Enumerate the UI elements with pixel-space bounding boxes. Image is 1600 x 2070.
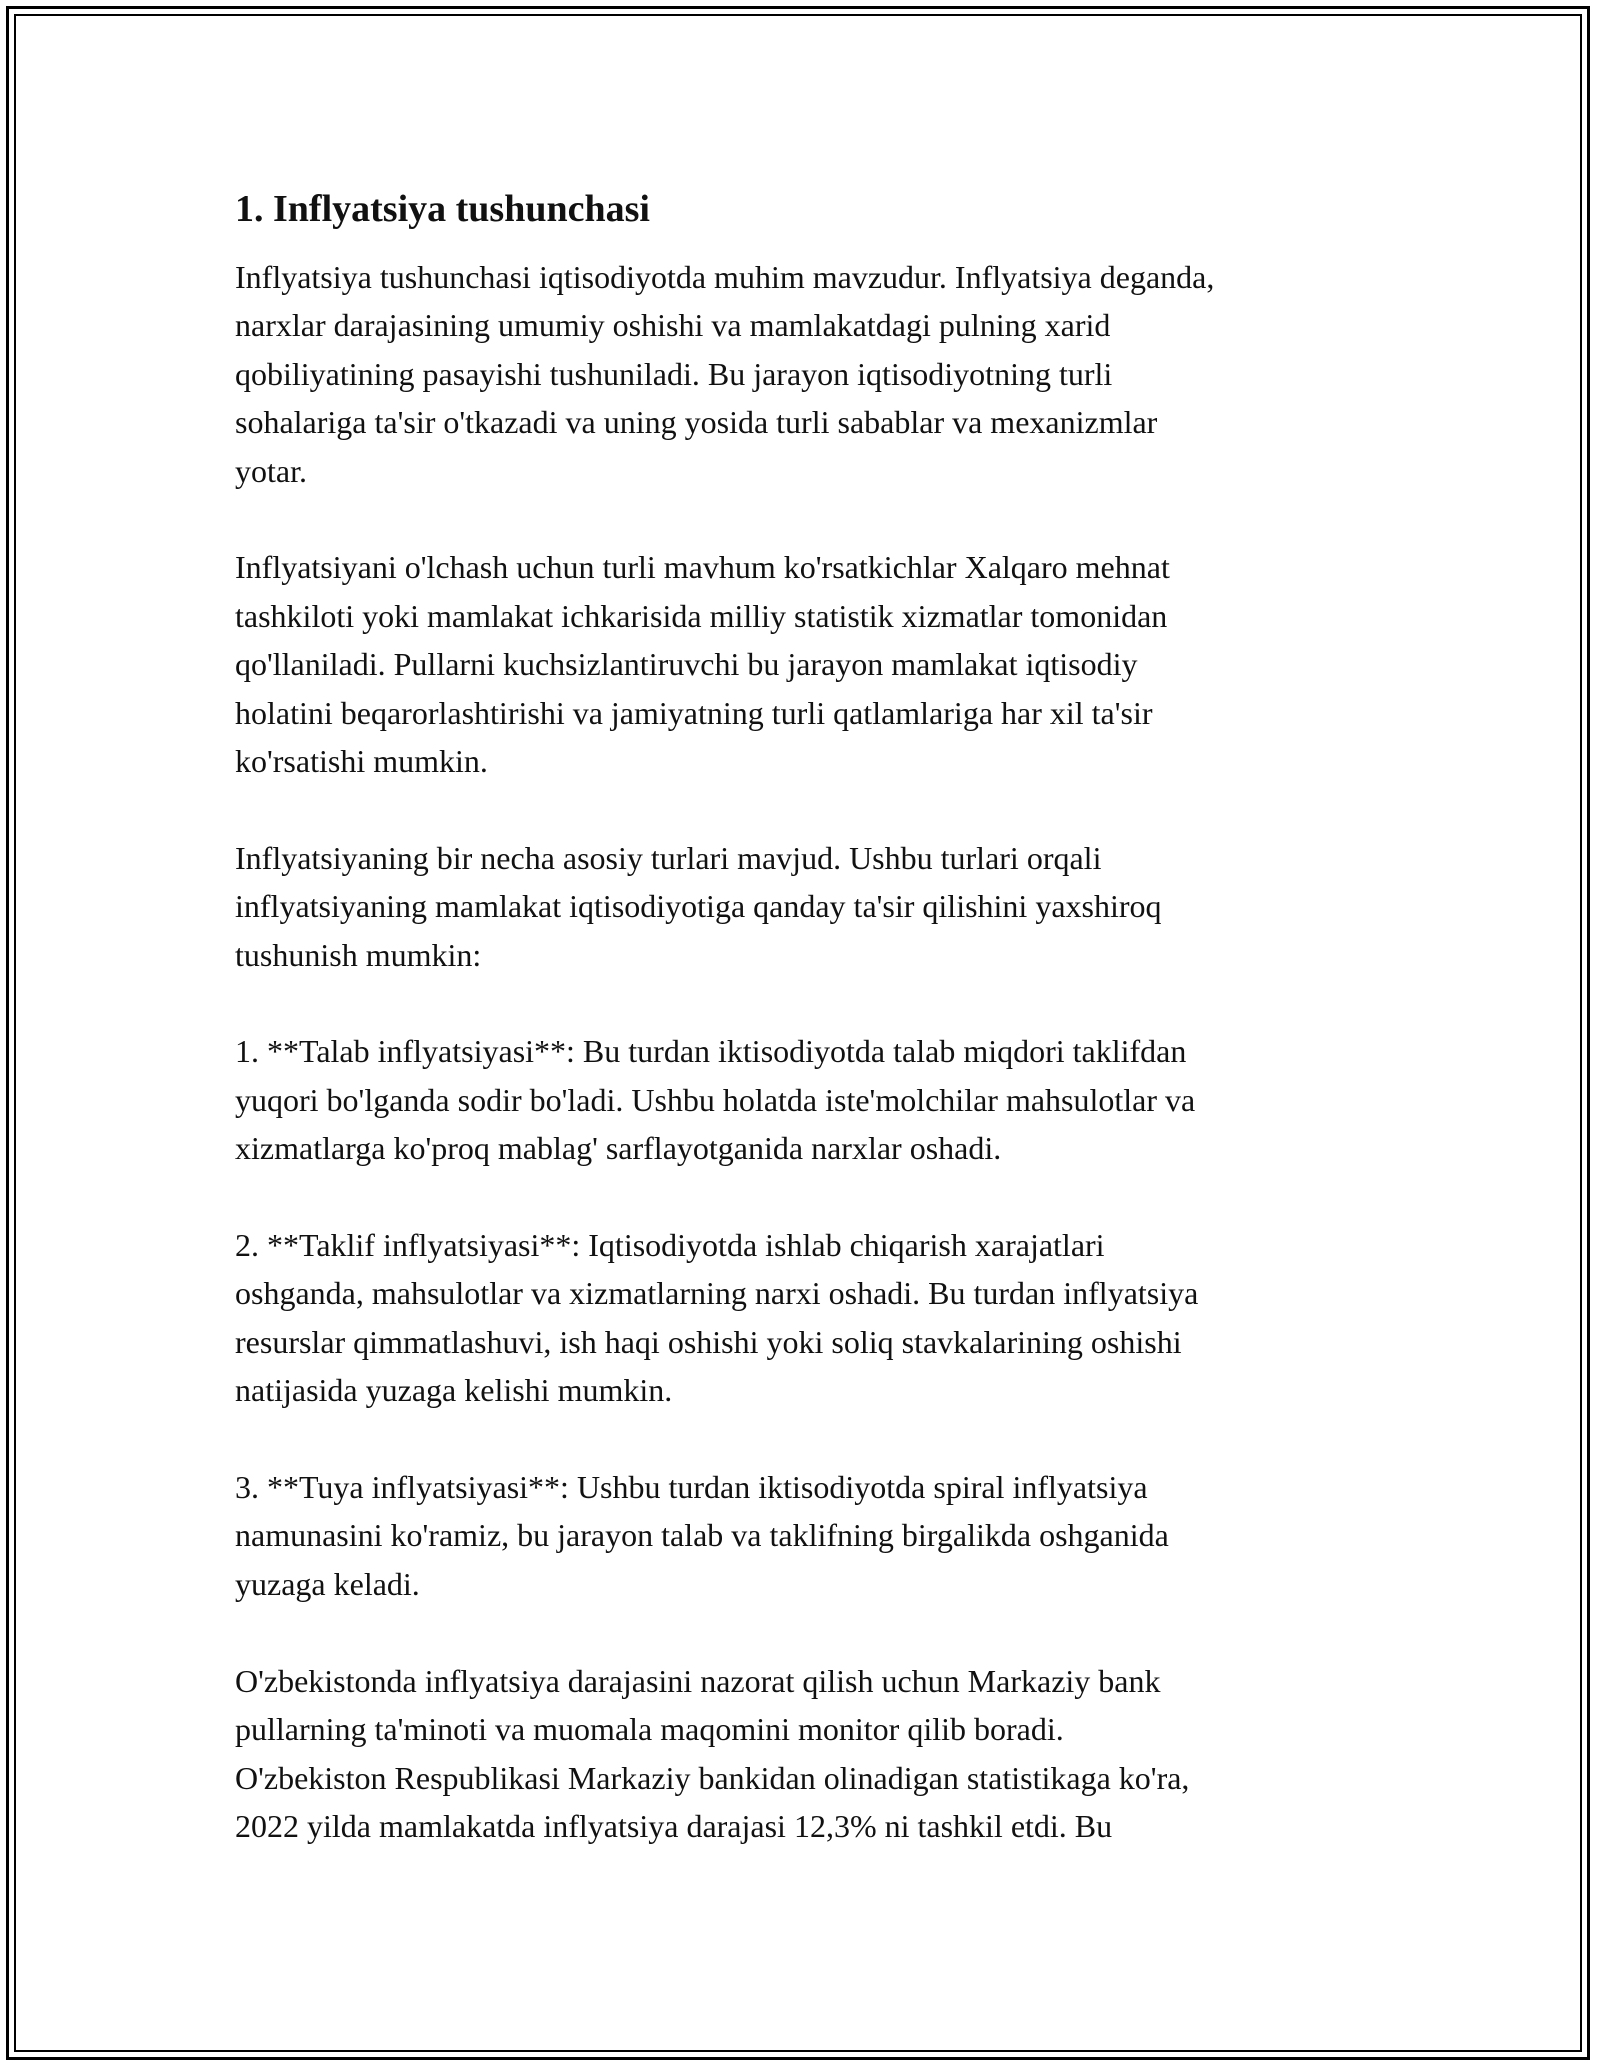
paragraph-intro: Inflyatsiya tushunchasi iqtisodiyotda muhim mavzudur. Inflyatsiya deganda, narxlar darajasining umumiy oshishi va mamlakatdagi pulning xarid qobiliyatining pasayishi tushuniladi. Bu jarayon iqtisodiyotning turli sohalariga ta'sir o'tkazadi va uning yosida turli sabablar va mexanizmlar yotar. bbox=[235, 259, 1215, 489]
paragraph-measurement: Inflyatsiyani o'lchash uchun turli mavhum ko'rsatkichlar Xalqaro mehnat tashkiloti yoki mamlakat ichkarisida milliy statistik xizmatlar tomonidan qo'llaniladi. Pullarni kuchsizlantiruvchi bu jarayon mamlakat iqtisodiy holatini beqarorlashtirishi va jamiyatning turli qatlamlariga har xil ta'sir ko'rsatishi mumkin. bbox=[235, 549, 1170, 780]
section-heading: 1. Inflyatsiya tushunchasi bbox=[235, 188, 650, 230]
list-item-supply-inflation: 2. **Taklif inflyatsiyasi**: Iqtisodiyotda ishlab chiqarish xarajatlari oshganda, mahsulotlar va xizmatlarning narxi oshadi. Bu turdan inflyatsiya resurslar qimmatlashuvi, ish haqi oshishi yoki soliq stavkalarining oshishi natijasida yuzaga kelishi mumkin. bbox=[235, 1227, 1199, 1409]
paragraph-uzbekistan: O'zbekistonda inflyatsiya darajasini nazorat qilish uchun Markaziy bank pullarning ta'minoti va muomala maqomini monitor qilib boradi. O'zbekiston Respublikasi Markaziy bankidan olinadigan statistikaga ko'ra, 2022 yilda mamlakatda inflyatsiya darajasi 12,3% ni tashkil etdi. Bu bbox=[235, 1662, 1190, 1844]
document-body bbox=[235, 185, 1385, 1850]
paragraph-types-intro: Inflyatsiyaning bir necha asosiy turlari mavjud. Ushbu turlari orqali inflyatsiyaning mamlakat iqtisodiyotiga qanday ta'sir qilishini yaxshiroq tushunish mumkin: bbox=[235, 839, 1162, 973]
list-item-demand-inflation: 1. **Talab inflyatsiyasi**: Bu turdan iktisodiyotda talab miqdori taklifdan yuqori bo'lganda sodir bo'ladi. Ushbu holatda iste'molchilar mahsulotlar va xizmatlarga ko'proq mablag' sarflayotganida narxlar oshadi. bbox=[235, 1033, 1196, 1167]
list-item-spiral-inflation: 3. **Tuya inflyatsiyasi**: Ushbu turdan iktisodiyotda spiral inflyatsiya namunasini ko'ramiz, bu jarayon talab va taklifning birgalikda oshganida yuzaga keladi. bbox=[235, 1469, 1169, 1602]
